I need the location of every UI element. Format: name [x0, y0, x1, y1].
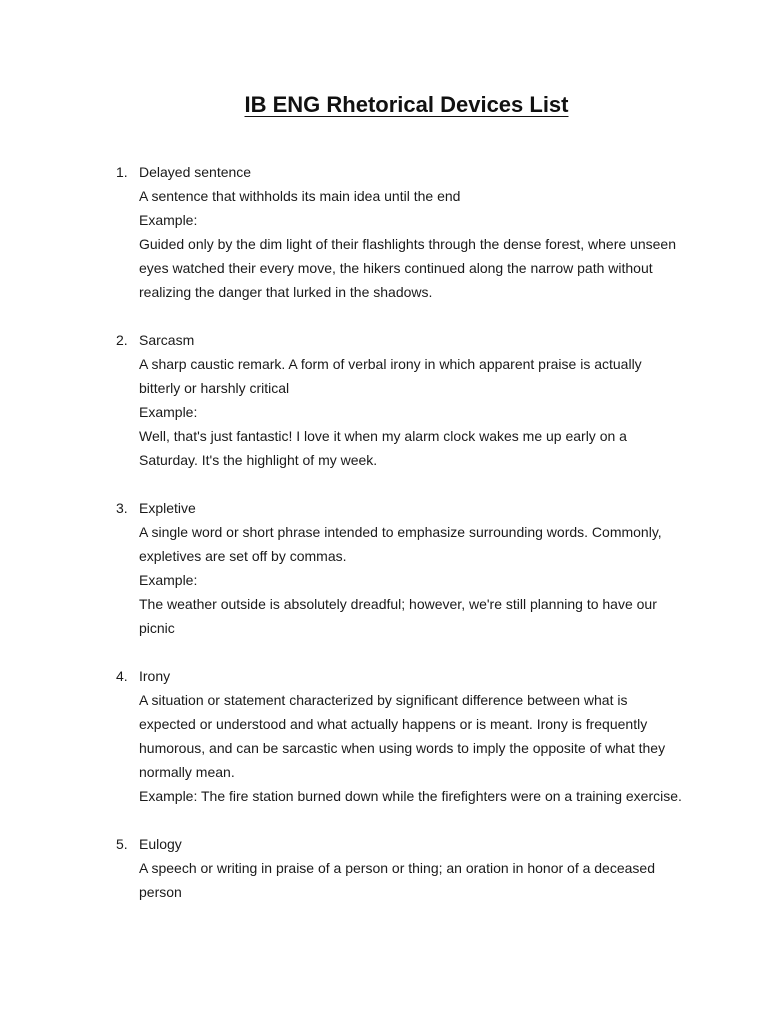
example-label: Example:: [139, 212, 198, 228]
example-label: Example:: [139, 404, 198, 420]
list-item-number: 1.: [116, 164, 128, 180]
term-definition: A sentence that withholds its main idea until the end: [139, 188, 461, 204]
term-heading: Irony: [139, 668, 171, 684]
list-item-body: [139, 832, 684, 904]
list-item-number: 4.: [116, 668, 128, 684]
term-definition: A situation or statement characterized by significant difference between what is expected or understood and what actually happens or is meant. Irony is frequently humorous, and can be sarcastic when using words to imply the opposite of what they normally mean.: [139, 692, 666, 780]
term-heading: Delayed sentence: [139, 164, 252, 180]
list-item-irony: [0, 664, 768, 808]
example-text: Guided only by the dim light of their flashlights through the dense forest, where unseen eyes watched their every move, the hikers continued along the narrow path without realizing the danger that lurked in the shadows.: [139, 236, 676, 300]
rhetorical-devices-list: [0, 160, 768, 928]
term-heading: Sarcasm: [139, 332, 195, 348]
list-item-sarcasm: [0, 328, 768, 472]
example-text: The weather outside is absolutely dreadful; however, we're still planning to have our picnic: [139, 596, 657, 636]
term-heading: Expletive: [139, 500, 196, 516]
example-label: Example:: [139, 572, 198, 588]
term-definition: A single word or short phrase intended to emphasize surrounding words. Commonly, expletives are set off by commas.: [139, 524, 662, 564]
list-item-delayed-sentence: [0, 160, 768, 304]
list-item-number: 5.: [116, 836, 128, 852]
list-item-body: [139, 328, 684, 472]
list-item-body: [139, 160, 684, 304]
list-item-eulogy: [0, 832, 768, 904]
list-item-number: 2.: [116, 332, 128, 348]
list-item-body: [139, 664, 684, 808]
example-text: Example: The fire station burned down while the firefighters were on a training exercise.: [139, 788, 682, 804]
list-item-number: 3.: [116, 500, 128, 516]
list-item-expletive: [0, 496, 768, 640]
term-definition: A sharp caustic remark. A form of verbal irony in which apparent praise is actually bitterly or harshly critical: [139, 356, 642, 396]
term-heading: Eulogy: [139, 836, 182, 852]
document-title: [0, 90, 768, 120]
list-item-body: [139, 496, 684, 640]
document-title-text: IB ENG Rhetorical Devices List: [244, 92, 569, 117]
term-definition: A speech or writing in praise of a person or thing; an oration in honor of a deceased person: [139, 860, 655, 900]
example-text: Well, that's just fantastic! I love it when my alarm clock wakes me up early on a Saturday. It's the highlight of my week.: [139, 428, 627, 468]
